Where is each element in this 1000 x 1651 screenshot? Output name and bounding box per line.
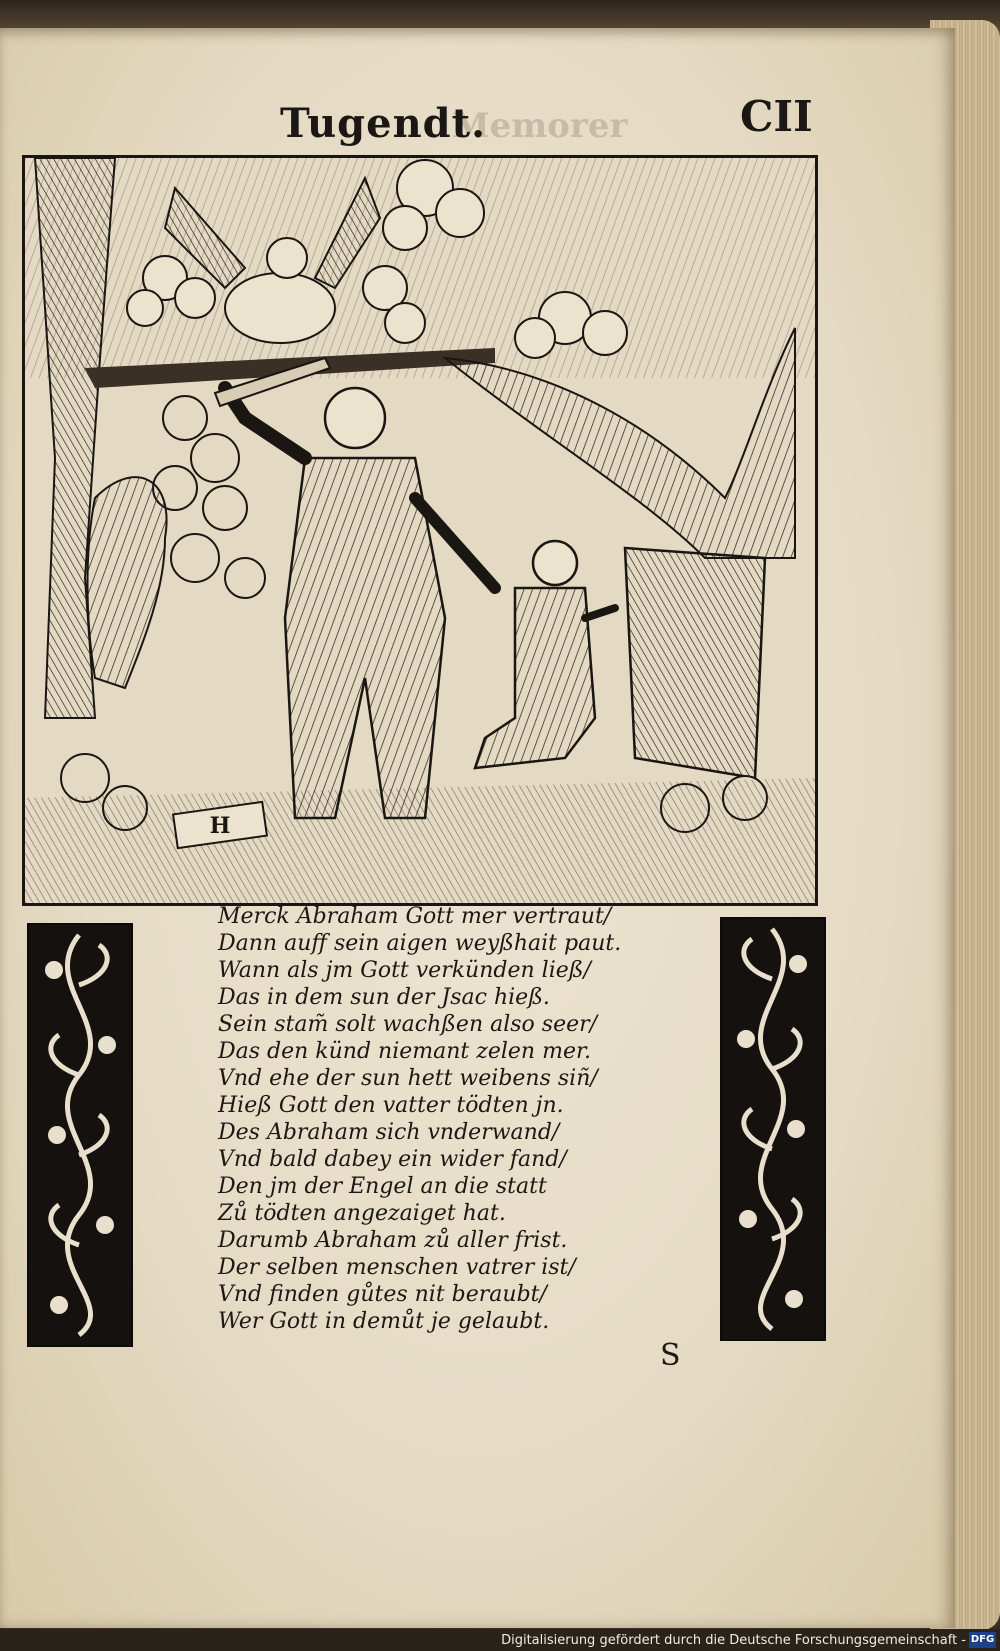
verse-line: Das den künd niemant zelen mer.: [218, 1039, 592, 1064]
folio-number: CII: [740, 92, 813, 141]
ornament-panel-right: [720, 917, 826, 1341]
sacrifice-of-isaac-woodcut: [25, 158, 815, 903]
verse-line: Wann als jm Gott verkünden ließ/: [218, 958, 591, 983]
altar-stone: [625, 548, 765, 778]
verse-line: Dann auff sein aigen weyßhait paut.: [218, 931, 622, 956]
verse-line: Der selben menschen vatrer ist/: [218, 1255, 576, 1280]
verse-line: Den jm der Engel an die statt: [218, 1174, 547, 1199]
verse-line: Wer Gott in demůt je gelaubt.: [218, 1309, 550, 1334]
verse-block: [218, 903, 698, 1335]
ram: [88, 477, 167, 688]
monogram-text: H: [209, 813, 231, 839]
grotesque-ornament-icon: [722, 919, 824, 1339]
running-head: Tugendt.: [280, 100, 487, 147]
verse-line: Darumb Abraham zů aller frist.: [218, 1228, 568, 1253]
isaac-figure: [475, 541, 615, 768]
signature-mark: S: [660, 1338, 681, 1373]
verse-line: Vnd ehe der sun hett weibens siñ/: [218, 1066, 598, 1091]
digitization-footer: [0, 1629, 1000, 1651]
funding-credit: Digitalisierung gefördert durch die Deutsche Forschungsgemeinschaft -: [501, 1633, 966, 1648]
verse-line: Merck Abraham Gott mer vertraut/: [218, 904, 612, 929]
show-through-heading: Memorer: [452, 106, 628, 146]
verse-line: Sein stam̃ solt wachßen also seer/: [218, 1012, 598, 1037]
verse-line: Des Abraham sich vnderwand/: [218, 1120, 560, 1145]
verse-line: Vnd finden gůtes nit beraubt/: [218, 1282, 547, 1307]
dfg-logo: DFG: [969, 1632, 996, 1648]
verse-line: Das in dem sun der Jsac hieß.: [218, 985, 550, 1010]
foliage-ornament-icon: [29, 925, 131, 1345]
woodcut-illustration: [22, 155, 818, 906]
verse-line: Hieß Gott den vatter tödten jn.: [218, 1093, 564, 1118]
ornament-panel-left: [27, 923, 133, 1347]
verse-line: Vnd bald dabey ein wider fand/: [218, 1147, 567, 1172]
verse-line: Zů tödten angezaiget hat.: [218, 1201, 506, 1226]
ground: [25, 778, 815, 903]
